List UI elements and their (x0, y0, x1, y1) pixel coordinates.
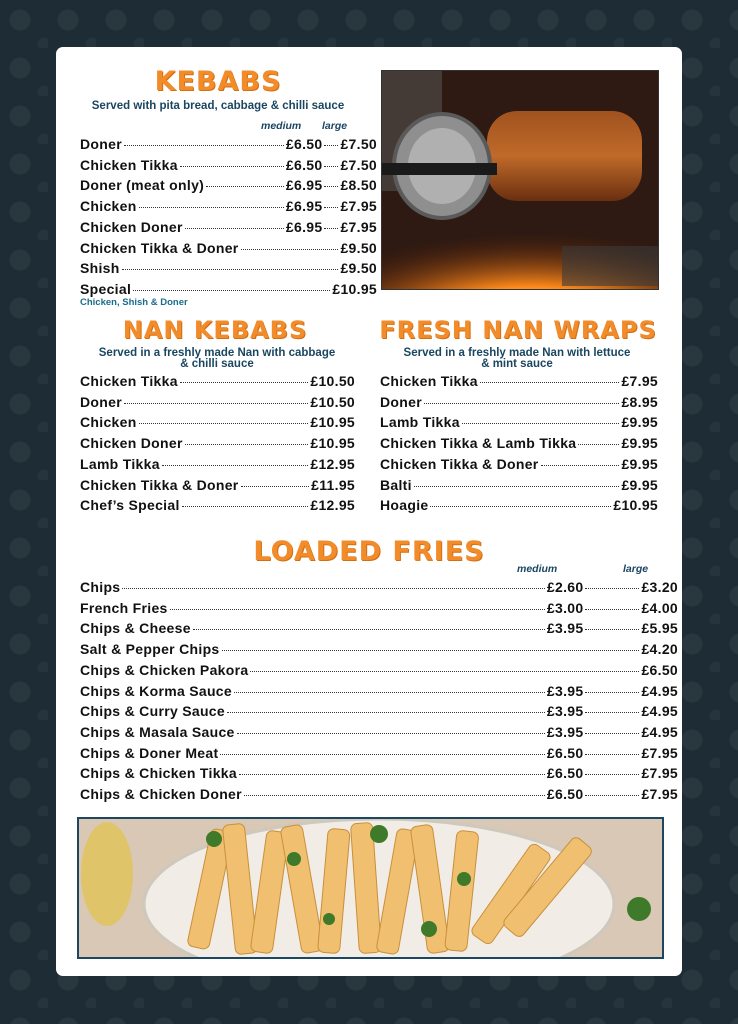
menu-row (80, 786, 678, 806)
dot-leader (585, 754, 639, 755)
menu-row (80, 600, 678, 620)
nan-wraps-subtitle-1: Served in a freshly made Nan with lettuce (403, 347, 631, 359)
menu-row (80, 765, 678, 785)
price-large: £4.20 (641, 641, 678, 658)
price-large: £7.95 (340, 198, 377, 215)
dot-leader (139, 207, 284, 208)
item-name: Chips & Chicken Doner (80, 786, 242, 802)
item-name: Chips & Korma Sauce (80, 682, 232, 699)
kebabs-heading: KEBABS (154, 66, 282, 97)
menu-row (380, 456, 658, 476)
dot-leader (239, 774, 545, 775)
price-medium: £3.95 (546, 723, 584, 740)
dot-leader (234, 692, 545, 693)
price-medium: £6.95 (285, 218, 323, 235)
dot-leader (122, 269, 339, 270)
price-large: £7.50 (340, 136, 377, 152)
item-name: Doner (380, 393, 422, 410)
price-medium: £6.50 (546, 765, 584, 782)
dot-leader (585, 774, 639, 775)
menu-row (80, 745, 678, 765)
price-large: £7.95 (641, 786, 678, 802)
kebabs-col-medium: medium (261, 120, 302, 132)
price-medium: £6.50 (285, 136, 323, 152)
price-medium: £3.95 (546, 620, 584, 637)
price: £9.95 (621, 455, 658, 472)
price-medium: £6.95 (285, 177, 323, 194)
menu-row (80, 724, 678, 744)
menu-row (80, 260, 377, 280)
dot-leader (139, 423, 309, 424)
dot-leader (206, 186, 284, 187)
price-medium: £6.50 (546, 744, 584, 761)
loaded-fries-photo (77, 817, 664, 959)
dot-leader (585, 712, 639, 713)
item-name: Doner (80, 393, 122, 410)
menu-row (80, 394, 355, 414)
dot-leader (193, 629, 545, 630)
menu-row (80, 219, 377, 239)
menu-row (380, 477, 658, 497)
dot-leader (578, 444, 619, 445)
nan-kebabs-subtitle-1: Served in a freshly made Nan with cabbage (98, 347, 336, 359)
item-name: Doner (meat only) (80, 177, 205, 194)
menu-row (80, 435, 355, 455)
item-name: Chicken (80, 198, 137, 215)
menu-row (80, 414, 355, 434)
price: £8.95 (621, 393, 658, 410)
dot-leader (124, 403, 308, 404)
dot-leader (324, 145, 338, 146)
menu-row (80, 497, 355, 517)
price-medium: £6.50 (285, 156, 323, 173)
dot-leader (122, 588, 545, 589)
kebabs-col-large: large (322, 120, 348, 132)
price: £9.95 (621, 476, 658, 493)
item-name: Chips (80, 579, 121, 595)
item-name: Lamb Tikka (380, 414, 460, 431)
price: £9.95 (621, 414, 658, 431)
price: £9.95 (621, 435, 658, 452)
dot-leader (220, 754, 544, 755)
dot-leader (541, 465, 620, 466)
dot-leader (170, 609, 545, 610)
item-name: Chicken Tikka (80, 373, 178, 389)
special-note: Chicken, Shish & Doner (80, 297, 188, 308)
price-medium: £6.50 (546, 786, 584, 802)
dot-leader (250, 671, 639, 672)
price-large: £6.50 (641, 661, 678, 678)
dot-leader (185, 444, 309, 445)
kebabs-subtitle: Served with pita bread, cabbage & chilli sauce (91, 100, 345, 112)
dot-leader (227, 712, 545, 713)
price-large: £5.95 (641, 620, 678, 637)
menu-row (80, 620, 678, 640)
fries-col-medium: medium (517, 563, 558, 575)
dot-leader (124, 145, 284, 146)
item-name: Chicken Tikka & Doner (80, 239, 239, 256)
nan-wraps-heading: FRESH NAN WRAPS (379, 316, 657, 344)
dot-leader (185, 228, 284, 229)
price-large: £3.20 (641, 579, 678, 595)
dot-leader (324, 207, 338, 208)
item-name: Chicken Tikka (380, 373, 478, 389)
dot-leader (324, 186, 338, 187)
dot-leader (222, 650, 640, 651)
item-name: Hoagie (380, 497, 429, 514)
item-name: Salt & Pepper Chips (80, 641, 220, 658)
dot-leader (182, 506, 309, 507)
menu-row (80, 240, 377, 260)
dot-leader (585, 588, 639, 589)
dot-leader (324, 228, 338, 229)
dot-leader (585, 629, 639, 630)
item-name: Chef’s Special (80, 497, 180, 514)
menu-row (80, 579, 678, 599)
item-name: Chips & Cheese (80, 620, 191, 637)
price-large: £4.00 (641, 599, 678, 616)
dot-leader (430, 506, 611, 507)
dot-leader (241, 486, 310, 487)
menu-row (80, 136, 377, 156)
menu-row (80, 177, 377, 197)
menu-row (80, 477, 355, 497)
menu-row (80, 683, 678, 703)
menu-row (80, 373, 355, 393)
price: £12.95 (310, 497, 355, 514)
menu-row (380, 394, 658, 414)
price: £10.50 (310, 393, 355, 410)
price-large: £10.95 (332, 280, 377, 297)
item-name: Doner (80, 136, 122, 152)
price: £7.95 (621, 373, 658, 389)
dot-leader (162, 465, 309, 466)
item-name: Chicken Tikka & Lamb Tikka (380, 435, 577, 452)
dot-leader (241, 249, 339, 250)
dot-leader (133, 290, 330, 291)
dot-leader (324, 166, 338, 167)
dot-leader (462, 423, 620, 424)
price-large: £9.50 (340, 239, 377, 256)
fries-illustration (79, 819, 662, 957)
price-large: £7.95 (641, 765, 678, 782)
item-name: French Fries (80, 599, 168, 616)
item-name: Lamb Tikka (80, 455, 160, 472)
item-name: Chicken Doner (80, 435, 183, 452)
dot-leader (424, 403, 620, 404)
dot-leader (414, 486, 620, 487)
price: £11.95 (311, 476, 355, 493)
price-medium: £6.95 (285, 198, 323, 215)
fries-col-large: large (623, 563, 649, 575)
item-name: Chips & Chicken Pakora (80, 661, 249, 678)
menu-row (80, 456, 355, 476)
menu-row (80, 157, 377, 177)
price-large: £4.95 (641, 682, 678, 699)
price-large: £7.95 (340, 218, 377, 235)
item-name: Chips & Chicken Tikka (80, 765, 237, 782)
item-name: Chicken (80, 414, 137, 431)
menu-row (80, 198, 377, 218)
item-name: Chicken Tikka & Doner (380, 455, 539, 472)
price-large: £4.95 (641, 723, 678, 740)
price-medium: £3.00 (546, 599, 584, 616)
dot-leader (480, 382, 620, 383)
price-large: £4.95 (641, 703, 678, 720)
item-name: Chicken Tikka (80, 156, 178, 173)
price-medium: £2.60 (546, 579, 584, 595)
price-medium: £3.95 (546, 703, 584, 720)
dot-leader (180, 382, 309, 383)
menu-row (380, 435, 658, 455)
price: £12.95 (310, 455, 355, 472)
dot-leader (585, 795, 639, 796)
dot-leader (244, 795, 545, 796)
dot-leader (585, 609, 639, 610)
price: £10.95 (310, 435, 355, 452)
price: £10.50 (310, 373, 355, 389)
dot-leader (237, 733, 545, 734)
menu-row (380, 414, 658, 434)
dot-leader (585, 692, 639, 693)
price-large: £9.50 (340, 260, 377, 277)
kebab-spit-photo (381, 70, 659, 290)
nan-wraps-subtitle-2: & mint sauce (481, 358, 553, 370)
price-large: £8.50 (340, 177, 377, 194)
nan-kebabs-subtitle-2: & chilli sauce (180, 358, 254, 370)
kebab-spit-illustration (382, 71, 658, 289)
item-name: Chips & Curry Sauce (80, 703, 225, 720)
item-name: Chips & Masala Sauce (80, 723, 235, 740)
menu-row (380, 497, 658, 517)
price: £10.95 (310, 414, 355, 431)
price-large: £7.95 (641, 744, 678, 761)
dot-leader (585, 733, 639, 734)
nan-kebabs-heading: NAN KEBABS (122, 316, 308, 344)
dot-leader (180, 166, 284, 167)
price: £10.95 (613, 497, 658, 514)
price-large: £7.50 (340, 156, 377, 173)
menu-row (80, 662, 678, 682)
menu-row (80, 641, 678, 661)
item-name: Chicken Doner (80, 218, 183, 235)
item-name: Shish (80, 260, 120, 277)
item-name: Chicken Tikka & Doner (80, 476, 239, 493)
menu-row (80, 703, 678, 723)
item-name: Chips & Doner Meat (80, 744, 219, 761)
loaded-fries-heading: LOADED FRIES (253, 536, 485, 567)
price-medium: £3.95 (546, 682, 584, 699)
item-name: Special (80, 280, 132, 297)
menu-row (380, 373, 658, 393)
item-name: Balti (380, 476, 412, 493)
